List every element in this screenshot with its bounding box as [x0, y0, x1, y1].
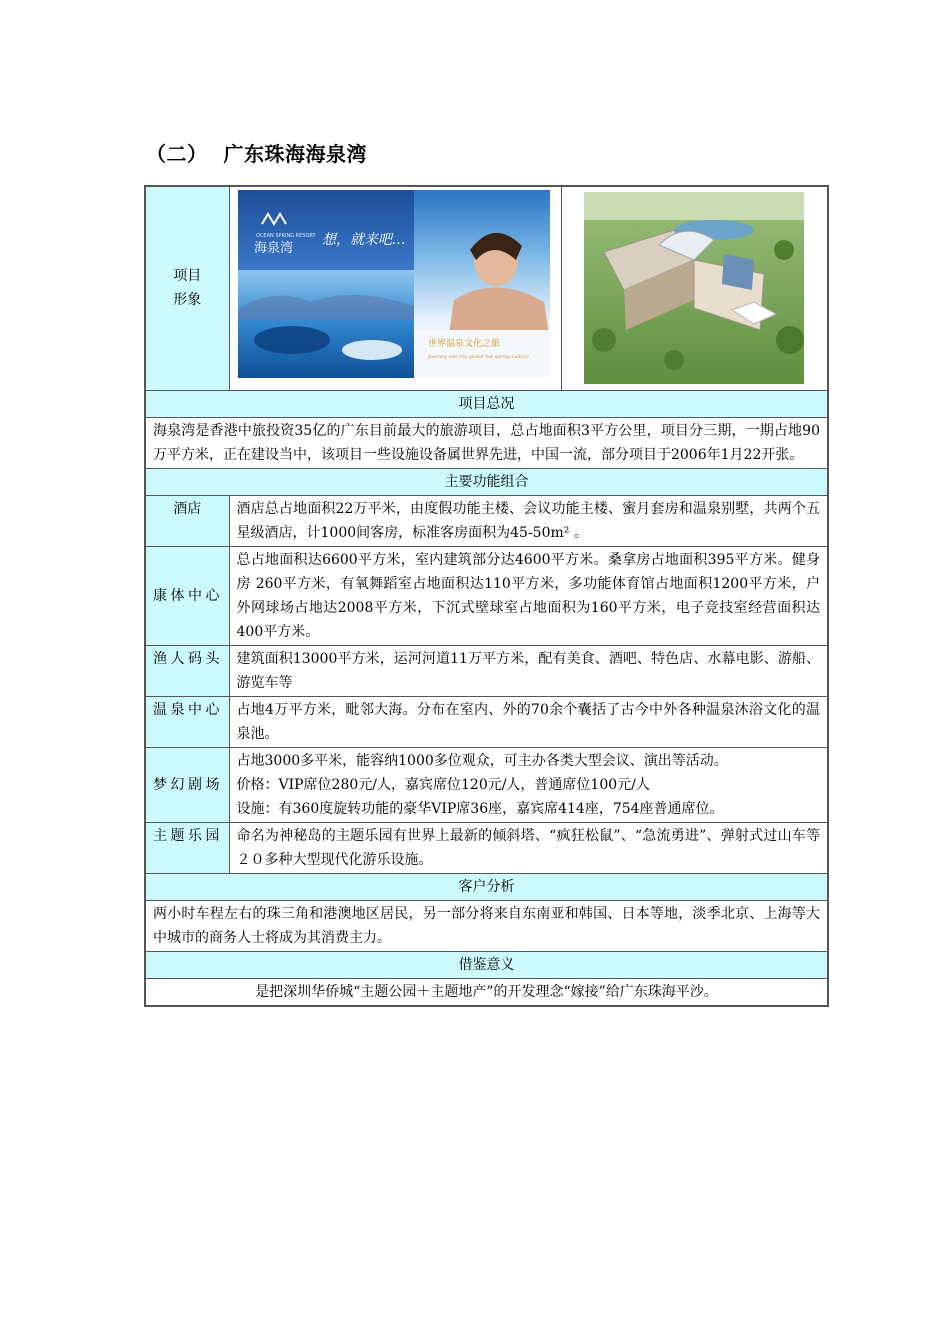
ad-image-graphic [232, 190, 556, 386]
function-label: 康体中心 [145, 546, 229, 645]
ad-caption-cn: 世界温泉文化之旅 [427, 339, 500, 350]
overview-text: 海泉湾是香港中旅投资35亿的广东目前最大的旅游项目，总占地面积3平方公里，项目分三期，一期占地90万平方米，正在建设当中，该项目一些设施设备属世界先进，中国一流，部分项目于2006年1月22开张。 [145, 417, 828, 468]
function-label: 渔人码头 [145, 645, 229, 696]
image-row [145, 186, 828, 390]
function-row-fisherman-wharf [145, 645, 828, 696]
reference-row [145, 978, 828, 1006]
customers-title-row [145, 873, 828, 900]
section-heading [146, 138, 367, 167]
ad-caption-en: Journey into the global hot spring culture [427, 355, 529, 361]
customers-text: 两小时车程左右的珠三角和港澳地区居民，另一部分将来自东南亚和韩国、日本等地，淡季北京、上海等大中城市的商务人士将成为其消费主力。 [145, 900, 828, 951]
function-text: 占地3000多平米，能容纳1000多位观众，可主办各类大型会议、演出等活动。 价格：VIP席位280元/人，嘉宾席位120元/人，普通席位100元/人 设施：有360度旋转功能的豪华VIP席36座，嘉宾席414座，754座普通席位。 [229, 747, 828, 822]
ad-image [232, 190, 559, 386]
function-row-fitness [145, 546, 828, 645]
reference-title: 借鉴意义 [145, 951, 828, 978]
overview-title: 项目总况 [145, 390, 828, 417]
ad-image-cell [229, 186, 561, 390]
section-title: 广东珠海海泉湾 [223, 142, 367, 166]
customers-title: 客户分析 [145, 873, 828, 900]
reference-title-row [145, 951, 828, 978]
function-text: 酒店总占地面积22万平米，由度假功能主楼、会议功能主楼、蜜月套房和温泉别墅，共两个五星级酒店，计1000间客房，标准客房面积为45-50m² 。 [229, 495, 828, 546]
function-text: 命名为神秘岛的主题乐园有世界上最新的倾斜塔、“疯狂松鼠”、“急流勇进”、弹射式过山车等２０多种大型现代化游乐设施。 [229, 822, 828, 873]
function-text: 占地4万平方米，毗邻大海。分布在室内、外的70余个囊括了古今中外各种温泉沐浴文化的温泉池。 [229, 696, 828, 747]
ad-slogan: 想，就来吧… [321, 232, 406, 249]
customers-row [145, 900, 828, 951]
project-table [144, 185, 829, 1007]
logo-cn: 海泉湾 [253, 241, 293, 257]
logo-en: OCEAN SPRING RESORT [255, 233, 316, 240]
function-label: 主题乐园 [145, 822, 229, 873]
function-text: 总占地面积达6600平方米，室内建筑部分达4600平方米。桑拿房占地面积395平方米。健身房 260平方米，有氧舞蹈室占地面积达110平方米，多功能体育馆占地面积1200平方米，户外网球场占地达2008平方米，下沉式壁球室占地面积为160平方米，电子竞技室经营面积达400平方米。 [229, 546, 828, 645]
overview-row [145, 417, 828, 468]
function-row-hot-spring [145, 696, 828, 747]
function-label: 温泉中心 [145, 696, 229, 747]
function-text: 建筑面积13000平方米，运河河道11万平方米，配有美食、酒吧、特色店、水幕电影、游船、游览车等 [229, 645, 828, 696]
function-label: 梦幻剧场 [145, 747, 229, 822]
reference-text: 是把深圳华侨城“主题公园＋主题地产”的开发理念“嫁接”给广东珠海平沙。 [145, 978, 828, 1006]
function-label: 酒店 [145, 495, 229, 546]
function-row-theme-park [145, 822, 828, 873]
function-row-hotel [145, 495, 828, 546]
function-row-theater [145, 747, 828, 822]
resort-render-cell [561, 186, 828, 390]
image-label: 项目 形象 [145, 186, 229, 390]
resort-aerial-graphic [564, 190, 823, 386]
resort-aerial-rendering [564, 190, 826, 386]
section-number: （二） [146, 142, 208, 166]
functions-title-row [145, 468, 828, 495]
overview-title-row [145, 390, 828, 417]
functions-title: 主要功能组合 [145, 468, 828, 495]
